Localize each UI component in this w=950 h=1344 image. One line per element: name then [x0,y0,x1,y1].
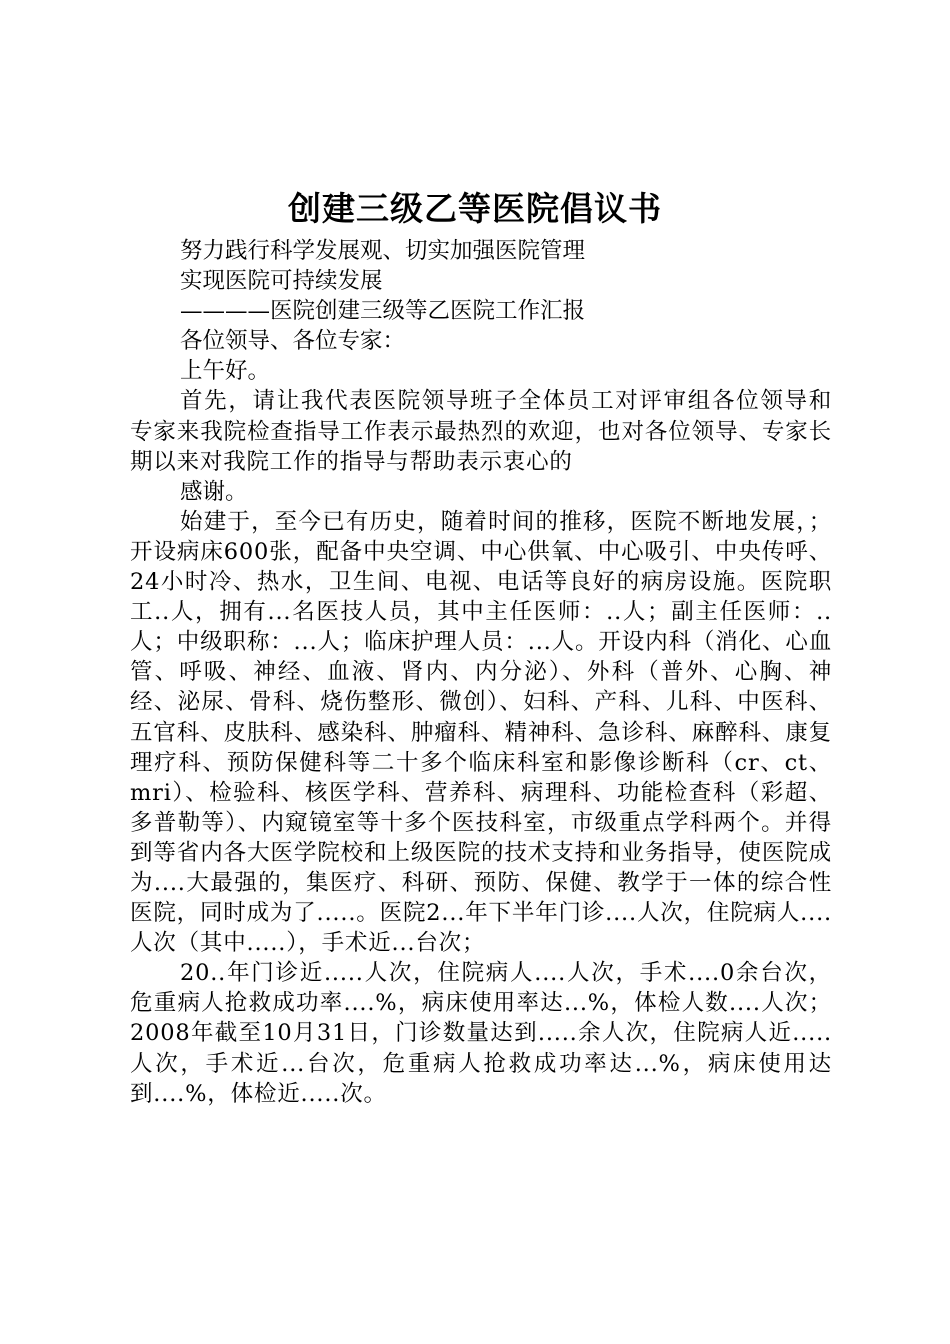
document-title: 创建三级乙等医院倡议书 [288,189,662,228]
paragraph-welcome: 首先，请让我代表医院领导班子全体员工对评审组各位领导和专家来我院检查指导工作表示最热烈的欢迎，也对各位领导、专家长期以来对我院工作的指导与帮助表示衷心的 [130,388,832,475]
salutation: 上午好。 [180,358,271,385]
paragraph-welcome-end: 感谢。 [180,478,248,505]
paragraph-statistics: 20..年门诊近.....人次，住院病人....人次，手术....0余台次，危重病人抢救成功率....%，病床使用率达...%，体检人数....人次；2008年截至10月31日，门诊数量达到.....余人次，住院病人近.....人次，手术近...台次，危重病人抢救成功率达...%，病床使用达到....%，体检近.....次。 [130,960,832,1107]
subtitle-line-3: ————医院创建三级等乙医院工作汇报 [180,298,586,325]
greeting: 各位领导、各位专家： [180,328,406,355]
paragraph-hospital-overview: 始建于，至今已有历史，随着时间的推移，医院不断地发展，；开设病床600张，配备中央空调、中心供氧、中心吸引、中央传呼、24小时冷、热水，卫生间、电视、电话等良好的病房设施。医院职工..人，拥有...名医技人员，其中主任医师：..人；副主任医师：..人；中级职称：...人；临床护理人员：...人。开设内科（消化、心血管、呼吸、神经、血液、肾内、内分泌）、外科（普外、心胸、神经、泌尿、骨科、烧伤整形、微创）、妇科、产科、儿科、中医科、五官科、皮肤科、感染科、肿瘤科、精神科、急诊科、麻醉科、康复理疗科、预防保健科等二十多个临床科室和影像诊断科（cr、ct、mri）、检验科、核医学科、营养科、病理科、功能检查科（彩超、多普勒等）、内窥镜室等十多个医技科室，市级重点学科两个。并得到等省内各大医学院校和上级医院的技术支持和业务指导，使医院成为....大最强的，集医疗、科研、预防、保健、教学于一体的综合性医院，同时成为了.....。医院2...年下半年门诊....人次，住院病人....人次（其中.....），手术近...台次； [130,508,832,957]
document-body [130,236,832,1109]
subtitle-line-1: 努力践行科学发展观、切实加强医院管理 [180,238,586,264]
subtitle-line-2: 实现医院可持续发展 [180,268,383,295]
